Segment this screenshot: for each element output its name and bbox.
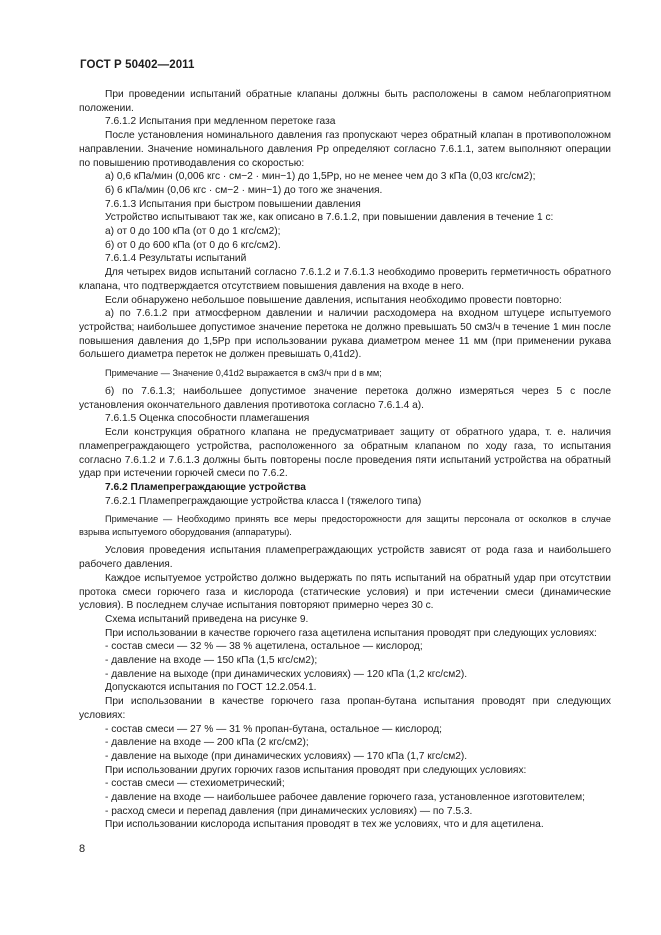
- paragraph: б) 6 кПа/мин (0,06 кгс · см−2 · мин−1) до того же значения.: [105, 184, 383, 196]
- note-paragraph: Примечание — Необходимо принять все меры предосторожности для защиты персонала от осколков в случае взрыва испытуемого оборудования (аппаратуры).: [79, 514, 611, 538]
- paragraph: При использовании в качестве горючего газа пропан-бутана испытания проводят при следующих условиях:: [79, 696, 611, 721]
- paragraph: б) от 0 до 600 кПа (от 0 до 6 кгс/см2).: [105, 239, 281, 251]
- paragraph: - давление на входе — наибольшее рабочее давление горючего газа, установленное изготовителем;: [105, 792, 585, 804]
- paragraph: При использовании в качестве горючего газа ацетилена испытания проводят при следующих условиях:: [105, 627, 597, 639]
- paragraph: - давление на выходе (при динамических условиях) — 170 кПа (1,7 кгс/см2).: [105, 750, 468, 762]
- paragraph: После установления номинального давления газ пропускают через обратный клапан в противоположном направлении. Значение номинального давления Pp определяют согласно 7.6.1.1, затем выполняют операции по повышению противодавления со скоростью:: [79, 130, 611, 169]
- paragraph: - давление на входе — 150 кПа (1,5 кгс/см2);: [105, 655, 318, 667]
- paragraph: а) по 7.6.1.2 при атмосферном давлении и наличии расходомера на входном штуцере испытуемого устройства; наибольшее допустимое значение перетока не должно превышать 50 см3/ч в течение 1 мин после повышения давления до 1,5Pp при использовании рукава диаметром менее 11 мм (при применении рукава большего диаметра переток не должен превышать 0,41d2).: [79, 308, 611, 361]
- paragraph: Если обнаружено небольшое повышение давления, испытания необходимо провести повторно:: [105, 294, 562, 306]
- paragraph: При проведении испытаний обратные клапаны должны быть расположены в самом неблагоприятном положении.: [79, 89, 611, 114]
- paragraph: Для четырех видов испытаний согласно 7.6.1.2 и 7.6.1.3 необходимо проверить герметичность обратного клапана, что подтверждается отсутствием повышения давления на входе в него.: [79, 267, 611, 292]
- paragraph: 7.6.1.4 Результаты испытаний: [105, 253, 247, 265]
- page-number: 8: [79, 843, 86, 855]
- paragraph: Условия проведения испытания пламепреграждающих устройств зависят от рода газа и наибольшего рабочего давления.: [79, 545, 611, 571]
- paragraph: 7.6.2.1 Пламепреграждающие устройства класса I (тяжелого типа): [105, 495, 422, 507]
- paragraph: Каждое испытуемое устройство должно выдержать по пять испытаний на обратный удар при отсутствии протока смеси горючего газа и кислорода (статические условия) и при истечении смеси (динамические условия). В последнем случае испытания повторяют примерно через 30 с.: [79, 572, 611, 612]
- paragraph: - давление на выходе (при динамических условиях) — 120 кПа (1,2 кгс/см2).: [105, 668, 468, 680]
- paragraph: Если конструкция обратного клапана не предусматривает защиту от обратного удара, т. е. наличия пламепреграждающего устройства, расположенного за обратным клапаном по ходу газа, то испытания согласно 7.6.1.2 и 7.6.1.3 должны быть повторены после проведения пяти испытаний устройства на обратный удар при истечении горючей смеси по 7.6.2.: [79, 427, 611, 480]
- paragraph: При использовании других горючих газов испытания проводят при следующих условиях:: [105, 764, 527, 776]
- paragraph: а) от 0 до 100 кПа (от 0 до 1 кгс/см2);: [105, 226, 281, 238]
- document-body: [79, 88, 611, 832]
- paragraph: При использовании кислорода испытания проводят в тех же условиях, что и для ацетилена.: [105, 819, 544, 831]
- paragraph: - состав смеси — стехиометрический;: [105, 778, 285, 790]
- paragraph: Допускаются испытания по ГОСТ 12.2.054.1.: [105, 682, 317, 694]
- paragraph: 7.6.2 Пламепреграждающие устройства: [105, 481, 306, 493]
- document-header: ГОСТ Р 50402—2011: [80, 59, 195, 71]
- paragraph: - состав смеси — 27 % — 31 % пропан-бутана, остальное — кислород;: [105, 723, 442, 735]
- paragraph: 7.6.1.3 Испытания при быстром повышении давления: [105, 198, 361, 210]
- paragraph: - давление на входе — 200 кПа (2 кгс/см2);: [105, 737, 309, 749]
- paragraph: а) 0,6 кПа/мин (0,006 кгс · см−2 · мин−1) до 1,5Pp, но не менее чем до 3 кПа (0,03 кгс/см2);: [105, 171, 536, 183]
- paragraph: - расход смеси и перепад давления (при динамических условиях) — по 7.5.3.: [105, 805, 473, 817]
- paragraph: - состав смеси — 32 % — 38 % ацетилена, остальное — кислород;: [105, 641, 423, 653]
- paragraph: Схема испытаний приведена на рисунке 9.: [105, 613, 309, 625]
- paragraph: Устройство испытывают так же, как описано в 7.6.1.2, при повышении давления в течение 1 с:: [105, 212, 554, 224]
- note-paragraph: Примечание — Значение 0,41d2 выражается в см3/ч при d в мм;: [105, 368, 382, 379]
- paragraph: б) по 7.6.1.3; наибольшее допустимое значение перетока должно измеряться через 5 с после установления окончательного давления противотока согласно 7.6.1.4 а).: [79, 386, 611, 411]
- paragraph: 7.6.1.2 Испытания при медленном перетоке газа: [105, 116, 336, 128]
- paragraph: 7.6.1.5 Оценка способности пламегашения: [105, 413, 310, 425]
